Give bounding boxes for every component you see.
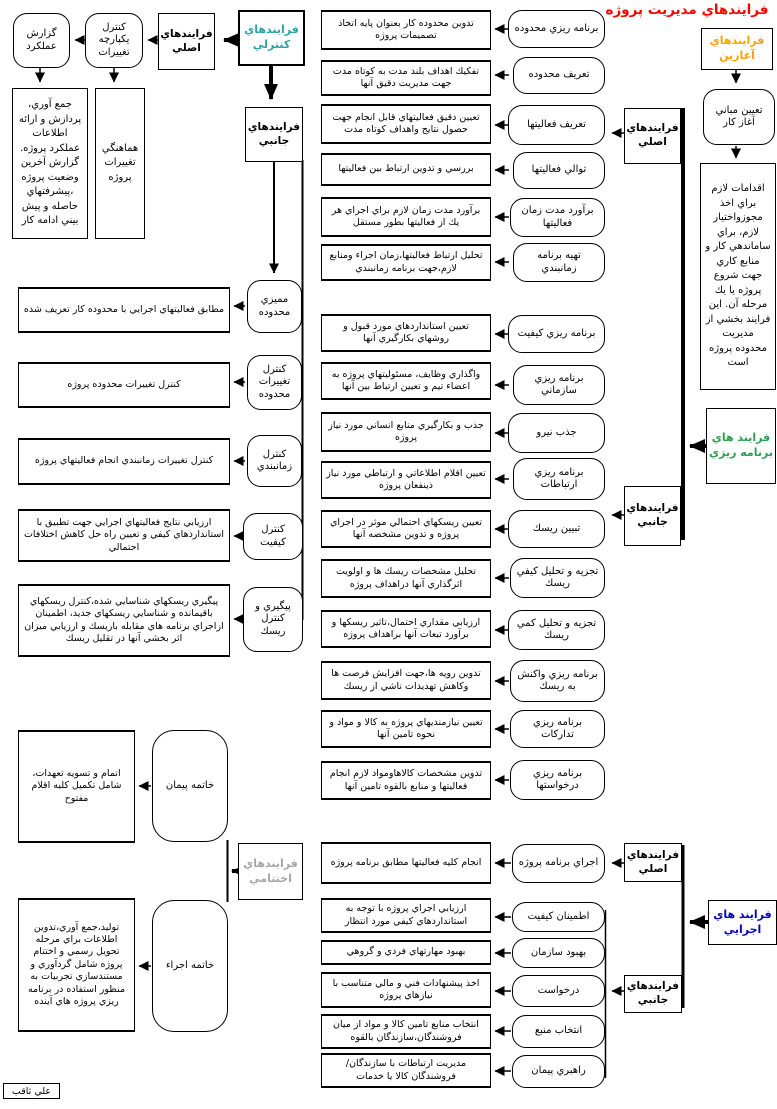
desc-staff-acquisition: جذب و بکارگیري منابع انساني مورد نیاز پروژه xyxy=(321,412,491,452)
node-source-selection: انتخاب منبع xyxy=(512,1015,605,1048)
node-solicitation: درخواست xyxy=(512,975,605,1007)
desc-activity-duration-estimating: برآورد مدت زمان لازم براي اجراي هر یك از فعالیتها بطور مستقل xyxy=(321,197,491,237)
desc-qualitative-risk-analysis: تحلیل مشخصات ریسك ها و اولویت اثرگذاري آنها دراهداف پروژه xyxy=(321,559,491,598)
desc-quality-assurance: ارزیابي اجراي پروژه با توجه به استانداردهاي کیفي مورد انتظار xyxy=(321,898,491,933)
page-title: فرایندهاي مدیریت پروژه xyxy=(605,2,769,18)
desc-scope-verification: مطابق فعالیتهاي اجرایي با محدوده کار تعریف شده xyxy=(18,287,230,333)
node-staff-acquisition: جذب نیرو xyxy=(508,413,605,453)
controlling-main-label: فرایندهاي اصلي xyxy=(158,13,215,70)
executing-header: فرایند هاي اجرایي xyxy=(708,900,777,945)
executing-main-label: فرایندهاي اصلي xyxy=(624,843,682,882)
planning-header: فرایند هاي برنامه ریزي xyxy=(706,408,776,484)
node-scope-definition: تعریف محدوده xyxy=(513,57,605,94)
node-project-plan-execution: اجراي برنامه پروژه xyxy=(512,844,605,883)
desc-solicitation: اخذ پیشنهادات فني و مالي متناسب با نیازهاي پروژه xyxy=(321,972,491,1008)
desc-contract-closeout: اتمام و تسویه تعهدات، شامل تکمیل کلیه اقلام مفتوح xyxy=(18,730,135,843)
desc-administrative-closure: تولید،جمع آوري،تدوین اطلاعات براي مرحله تحویل رسمي و اختتام پروژه شامل گردآوري و مستندسازي تجربیات به منظور استفاده در برنامه ریزي پروژه هاي آینده xyxy=(18,898,135,1032)
desc-team-development: بهبود مهارتهاي فردي و گروهي xyxy=(321,940,491,965)
node-scope-planning: برنامه ریزي محدوده xyxy=(508,10,605,48)
desc-schedule-development: تحلیل ارتباط فعالیتها،زمان اجراء ومنابع لازم،جهت برنامه زمانبندي xyxy=(321,244,491,281)
node-procurement-planning: برنامه ریزي تدارکات xyxy=(510,710,605,748)
desc-scope-definition: تفکیك اهداف بلند مدت به کوتاه مدت جهت مدیریت دقیق آنها xyxy=(321,60,491,96)
node-communications-planning: برنامه ریزي ارتباطات xyxy=(513,458,605,500)
node-quality-control: کنترل کیفیت xyxy=(243,513,303,560)
controlling-side-label: فرایندهاي جانبي xyxy=(245,107,303,162)
desc-organizational-planning: واگذاري وظایف، مسئولیتهاي پروژه به اعضاء تیم و تعیین ارتباط بین آنها xyxy=(321,362,491,400)
desc-scope-change-control: کنترل تغییرات محدوده پروژه xyxy=(18,362,230,408)
node-team-development: بهبود سازمان xyxy=(512,938,605,968)
controlling-header: فرایندهاي کنترلي xyxy=(238,10,305,66)
desc-schedule-control: کنترل تغییرات زمانبندي انجام فعالیتهاي پروژه xyxy=(18,438,230,485)
node-administrative-closure: خاتمه اجراء xyxy=(152,900,228,1032)
author-name: علي ثاقب xyxy=(3,1083,60,1099)
desc-risk-monitoring-control: پیگیري ریسکهاي شناسایي شده،کنترل ریسکهاي باقیمانده و شناسایي ریسکهاي جدید، اطمینان ازاجراي برنامه هاي مقابله باریسك و ارزیابي میزان اثر بخشي آنها در تقلیل ریسك xyxy=(18,584,230,657)
desc-quality-planning: تعیین استانداردهاي مورد قبول و روشهاي بکارگیري آنها xyxy=(321,314,491,352)
desc-activity-definition: تعیین دقیق فعالیتهاي قابل انجام جهت حصول نتایج واهداف کوتاه مدت xyxy=(321,104,491,144)
node-schedule-development: تهیه برنامه زمانبندي xyxy=(513,243,605,282)
desc-source-selection: انتخاب منابع تامین کالا و مواد از میان فروشندگان،سازندگان بالقوه xyxy=(321,1014,491,1049)
node-risk-response-planning: برنامه ریزي واکنش به ریسك xyxy=(510,660,605,702)
desc-solicitation-planning: تدوین مشخصات کالاهاومواد لازم انجام فعالیتها و منابع بالقوه تامین آنها xyxy=(321,761,491,800)
node-risk-identification: تبیین ریسك xyxy=(508,510,605,548)
desc-procurement-planning: تعیین نیازمندیهاي پروژه به کالا و مواد و نحوه تامین آنها xyxy=(321,710,491,748)
node-scope-verification: ممیزي محدوده xyxy=(247,280,302,333)
planning-side-label: فرایندهاي جانبي xyxy=(624,486,681,546)
desc-performance-reporting: جمع آوري، پردازش و ارائه اطلاعات عملکرد پروژه. گزارش آخرین وضعیت پروژه ،پیشرفتهاي حاصله و پیش بیني ادامه کار xyxy=(12,88,88,239)
planning-main-label: فرایندهاي اصلي xyxy=(624,108,681,164)
node-activity-sequencing: توالي فعالیتها xyxy=(513,152,605,189)
desc-activity-sequencing: بررسي و تدوین ارتباط بین فعالیتها xyxy=(321,153,491,186)
executing-side-label: فرایندهاي جانبي xyxy=(624,975,682,1013)
desc-contract-administration: مدیریت ارتباطات با سازندگان/ فروشندگان کالا یا خدمات xyxy=(321,1053,491,1088)
desc-initiation: اقدامات لازم براي اخذ مجوزواختیار لازم، براي ساماندهي کار و منابع کاري جهت شروع پروژه یا یك مرحله آن. این فرایند بخشي از مدیریت محدوده پروژه است xyxy=(700,163,776,390)
node-contract-administration: راهبري پیمان xyxy=(512,1055,605,1088)
node-activity-duration-estimating: برآورد مدت زمان فعالیتها xyxy=(510,198,605,237)
node-activity-definition: تعریف فعالیتها xyxy=(508,105,605,145)
desc-scope-planning: تدوین محدوده کار بعنوان پایه اتخاذ تصمیمات پروژه xyxy=(321,10,491,50)
node-scope-change-control: کنترل تغییرات محدوده xyxy=(247,355,302,410)
desc-communications-planning: تعیین اقلام اطلاعاتي و ارتباطي مورد نیاز ذینفعان پروژه xyxy=(321,461,491,499)
node-contract-closeout: خاتمه پیمان xyxy=(152,730,228,842)
desc-risk-response-planning: تدوین رویه ها،جهت افزایش فرصت ها وکاهش تهدیدات ناشي از ریسك xyxy=(321,661,491,700)
node-schedule-control: کنترل زمانبندي xyxy=(247,435,302,487)
desc-quality-control: ارزیابي نتایج فعالیتهاي اجرایي جهت تطبیق با استانداردهاي کیفي و تعیین راه حل کاهش اختلافات احتمالي xyxy=(18,509,230,562)
node-performance-reporting: گزارش عملکرد xyxy=(13,13,70,68)
desc-integrated-change-control: هماهنگي تغییرات پروژه xyxy=(95,88,145,239)
node-solicitation-planning: برنامه ریزي درخواستها xyxy=(510,760,605,800)
desc-risk-identification: تعیین ریسکهاي احتمالي موثر در اجراي پروژه و تدوین مشخصه آنها xyxy=(321,510,491,548)
desc-project-plan-execution: انجام کلیه فعالیتها مطابق برنامه پروژه xyxy=(321,842,491,884)
node-organizational-planning: برنامه ریزي سازماني xyxy=(513,365,605,405)
node-risk-monitoring-control: پیگیري و کنترل ریسك xyxy=(243,587,303,652)
node-quality-planning: برنامه ریزي کیفیت xyxy=(508,315,605,353)
desc-quantitative-risk-analysis: ارزیابي مقداري احتمال،تاثیر ریسکها و برآورد تبعات آنها براهداف پروژه xyxy=(321,610,491,648)
node-quantitative-risk-analysis: تجزیه و تحلیل کمي ریسك xyxy=(508,610,605,650)
node-initiation-basis: تعیین مباني آغاز کار xyxy=(703,89,775,145)
node-integrated-change-control: کنترل یکپارچه تغییرات xyxy=(85,13,143,68)
closing-header: فرایندهاي اختتامي xyxy=(238,843,303,900)
initiating-header: فرایندهاي آغازین xyxy=(701,28,773,70)
node-qualitative-risk-analysis: تجزیه و تحلیل کیفي ریسك xyxy=(510,558,605,598)
node-quality-assurance: اطمینان کیفیت xyxy=(512,902,605,932)
